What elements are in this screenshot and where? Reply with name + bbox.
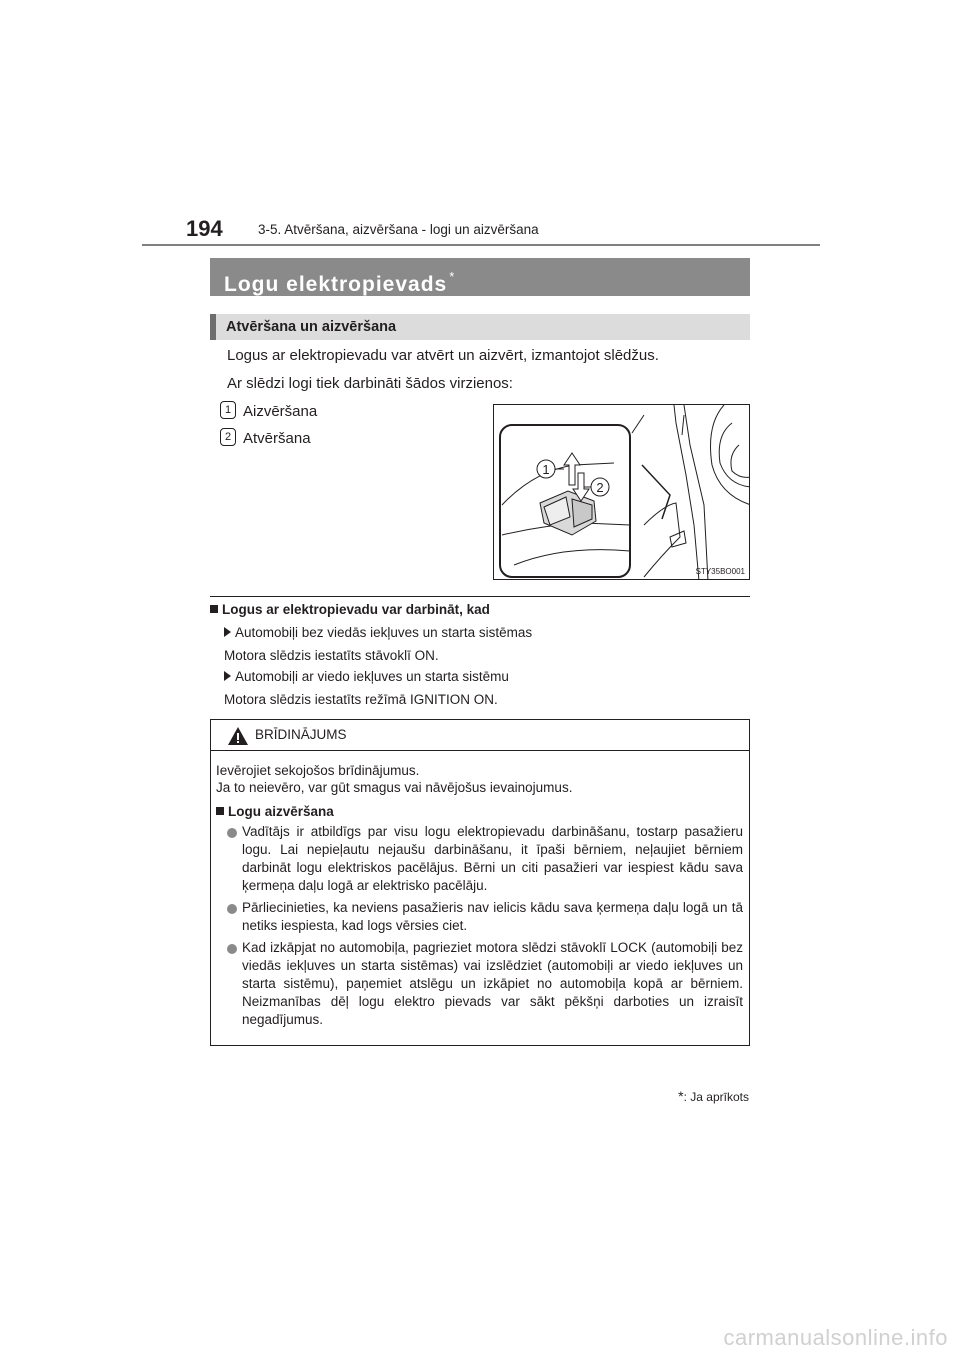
watermark: carmanualsonline.info <box>723 1325 948 1350</box>
bullet-dot-icon <box>227 828 237 838</box>
condition-1-text: Motora slēdzis iestatīts stāvoklī ON. <box>224 648 439 663</box>
warning-subheading-text: Logu aizvēršana <box>228 804 334 819</box>
footnote <box>0 1088 749 1104</box>
window-switch-figure <box>493 404 750 580</box>
section-divider <box>210 596 750 597</box>
warning-title: BRĪDINĀJUMS <box>255 727 347 742</box>
bullet-dot-icon <box>227 904 237 914</box>
step-1-label: Aizvēršana <box>243 403 318 420</box>
intro-line-2: Ar slēdzi logi tiek darbināti šādos virzienos: <box>227 375 513 392</box>
warning-triangle-icon <box>227 726 249 746</box>
condition-2-lead <box>224 669 509 684</box>
square-bullet-icon <box>216 807 224 815</box>
condition-1-lead-text: Automobiļi bez viedās iekļuves un starta sistēmas <box>235 625 533 640</box>
warning-bullet-1: Vadītājs ir atbildīgs par visu logu elektropievadu darbināšanu, tostarp pasažieru logu. Lai nepieļautu nejaušu darbināšanu, it īpaši bērniem, neļaujiet bērniem darbināt logu elektriskos pacēlājus. Bērni un citi pasažieri var iespiest kādu sava ķermeņa daļu logā ar elektrisko pacēlāju. <box>242 824 743 893</box>
figure-label-1: 1 <box>542 462 550 477</box>
page-title-text: Logu elektropievads <box>224 273 448 296</box>
conditions-heading <box>210 602 490 617</box>
window-switch-illustration <box>494 405 750 580</box>
triangle-bullet-icon <box>224 671 231 681</box>
header-rule <box>142 244 820 246</box>
figure-label-2: 2 <box>596 480 604 495</box>
footnote-text: : Ja aprīkots <box>683 1090 749 1104</box>
step-1-badge: 1 <box>220 401 236 419</box>
bullet-dot-icon <box>227 944 237 954</box>
condition-1-lead <box>224 625 532 640</box>
warning-intro-2: Ja to neievēro, var gūt smagus vai nāvējošus ievainojumus. <box>216 780 573 795</box>
page-number: 194 <box>186 216 223 241</box>
warning-box <box>210 719 750 1046</box>
figure-code: STY35BO001 <box>695 567 745 576</box>
step-2-badge: 2 <box>220 428 236 446</box>
condition-2-text: Motora slēdzis iestatīts režīmā IGNITION ON. <box>224 692 498 707</box>
warning-intro-1: Ievērojiet sekojošos brīdinājumus. <box>216 763 420 778</box>
conditions-heading-text: Logus ar elektropievadu var darbināt, kad <box>222 602 490 617</box>
optional-mark: * <box>449 269 456 284</box>
warning-bullet-2: Pārliecinieties, ka neviens pasažieris nav ielicis kādu sava ķermeņa daļu logā un tā netiks iespiesta, kad logs vērsies ciet. <box>242 900 743 933</box>
square-bullet-icon <box>210 605 218 613</box>
warning-subheading <box>216 804 334 819</box>
intro-line-1: Logus ar elektropievadu var atvērt un aizvērt, izmantojot slēdžus. <box>227 347 659 364</box>
triangle-bullet-icon <box>224 627 231 637</box>
condition-2-lead-text: Automobiļi ar viedo iekļuves un starta sistēmu <box>235 669 509 684</box>
step-2-label: Atvēršana <box>243 430 311 447</box>
warning-bullet-3: Kad izkāpjat no automobiļa, pagrieziet motora slēdzi stāvoklī LOCK (automobiļi bez viedās iekļuves un starta sistēmas) vai izslēdziet (automobiļi ar viedo iekļuves un starta sistēmu), paņemiet atslēgu un izkāpiet no automobiļa kopā ar bērniem. Neizmanības dēļ logu elektro pievads var sākt pēkšņi darboties un izraisīt negadījumus. <box>242 940 743 1027</box>
section-heading: Atvēršana un aizvēršana <box>210 314 750 340</box>
warning-header <box>211 720 749 751</box>
page-title <box>210 258 750 296</box>
running-header: 3-5. Atvēršana, aizvēršana - logi un aizvēršana <box>258 222 539 237</box>
footnote-mark: * <box>678 1088 684 1104</box>
